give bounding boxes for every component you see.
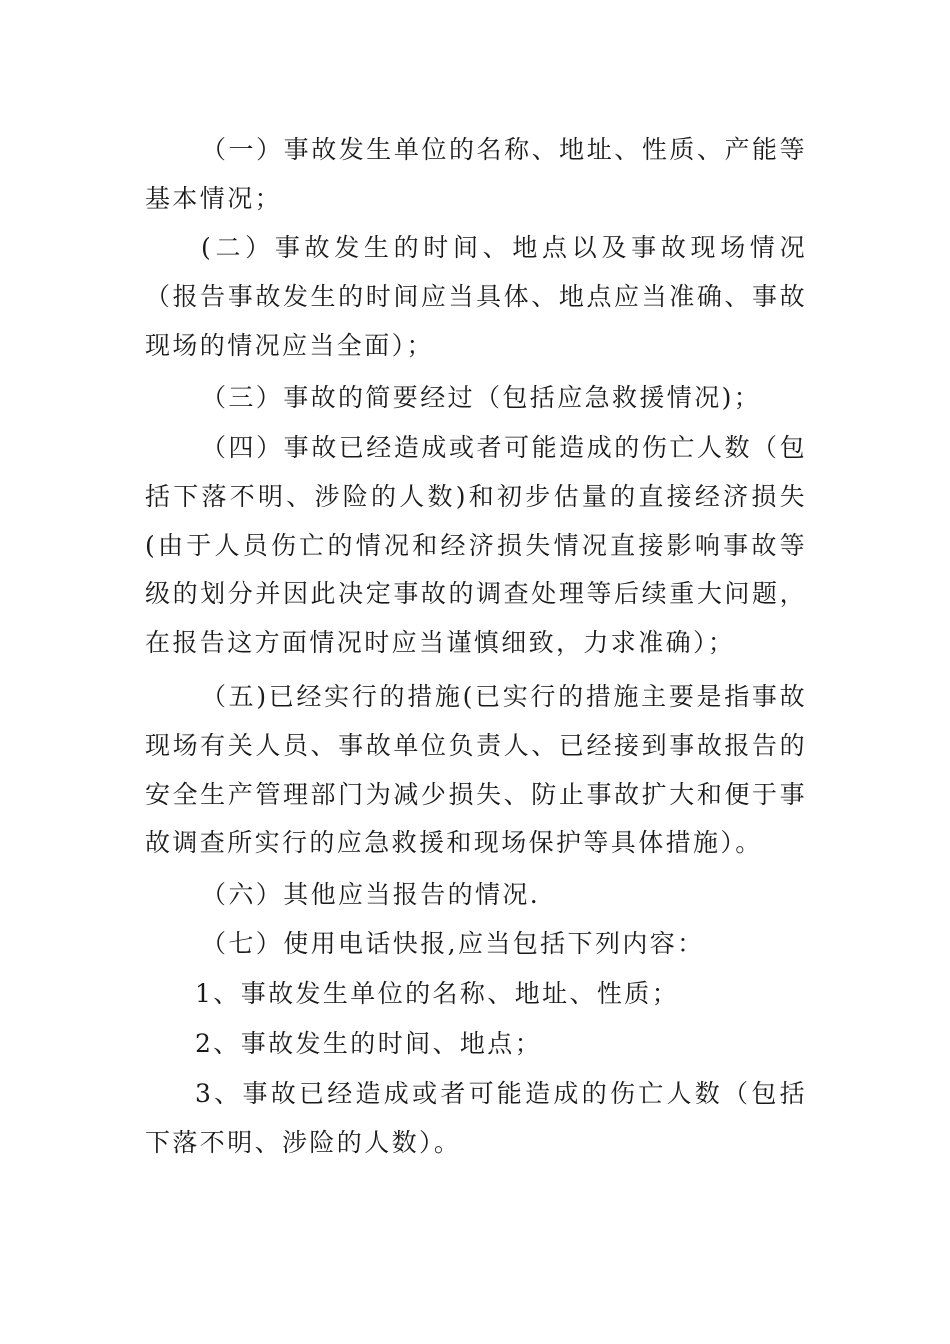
paragraph-3: （三）事故的简要经过（包括应急救援情况)； [201,383,762,412]
list-item-1: 1、事故发生单位的名称、地址、性质； [195,979,680,1008]
list-item-2: 2、事故发生的时间、地点； [195,1029,543,1058]
list-item-3: 3、事故已经造成或者可能造成的伤亡人数（包括下落不明、涉险的人数）。 [145,1079,807,1157]
paragraph-2: (二）事故发生的时间、地点以及事故现场情况（报告事故发生的时间应当具体、地点应当准确、事故现场的情况应当全面）； [145,233,807,360]
paragraph-1: （一）事故发生单位的名称、地址、性质、产能等基本情况； [145,135,807,213]
paragraph-5: （五)已经实行的措施(已实行的措施主要是指事故现场有关人员、事故单位负责人、已经接到事故报告的安全生产管理部门为减少损失、防止事故扩大和便于事故调查所实行的应急救援和现场保护等具体措施）。 [145,682,807,858]
paragraph-6: （六）其他应当报告的情况. [201,880,541,909]
paragraph-4: （四）事故已经造成或者可能造成的伤亡人数（包括下落不明、涉险的人数)和初步估量的直接经济损失(由于人员伤亡的情况和经济损失情况直接影响事故等级的划分并因此决定事故的调查处理等后续重大问题，在报告这方面情况时应当谨慎细致，力求准确）； [145,433,807,658]
paragraph-7: （七）使用电话快报,应当包括下列内容： [201,929,705,958]
